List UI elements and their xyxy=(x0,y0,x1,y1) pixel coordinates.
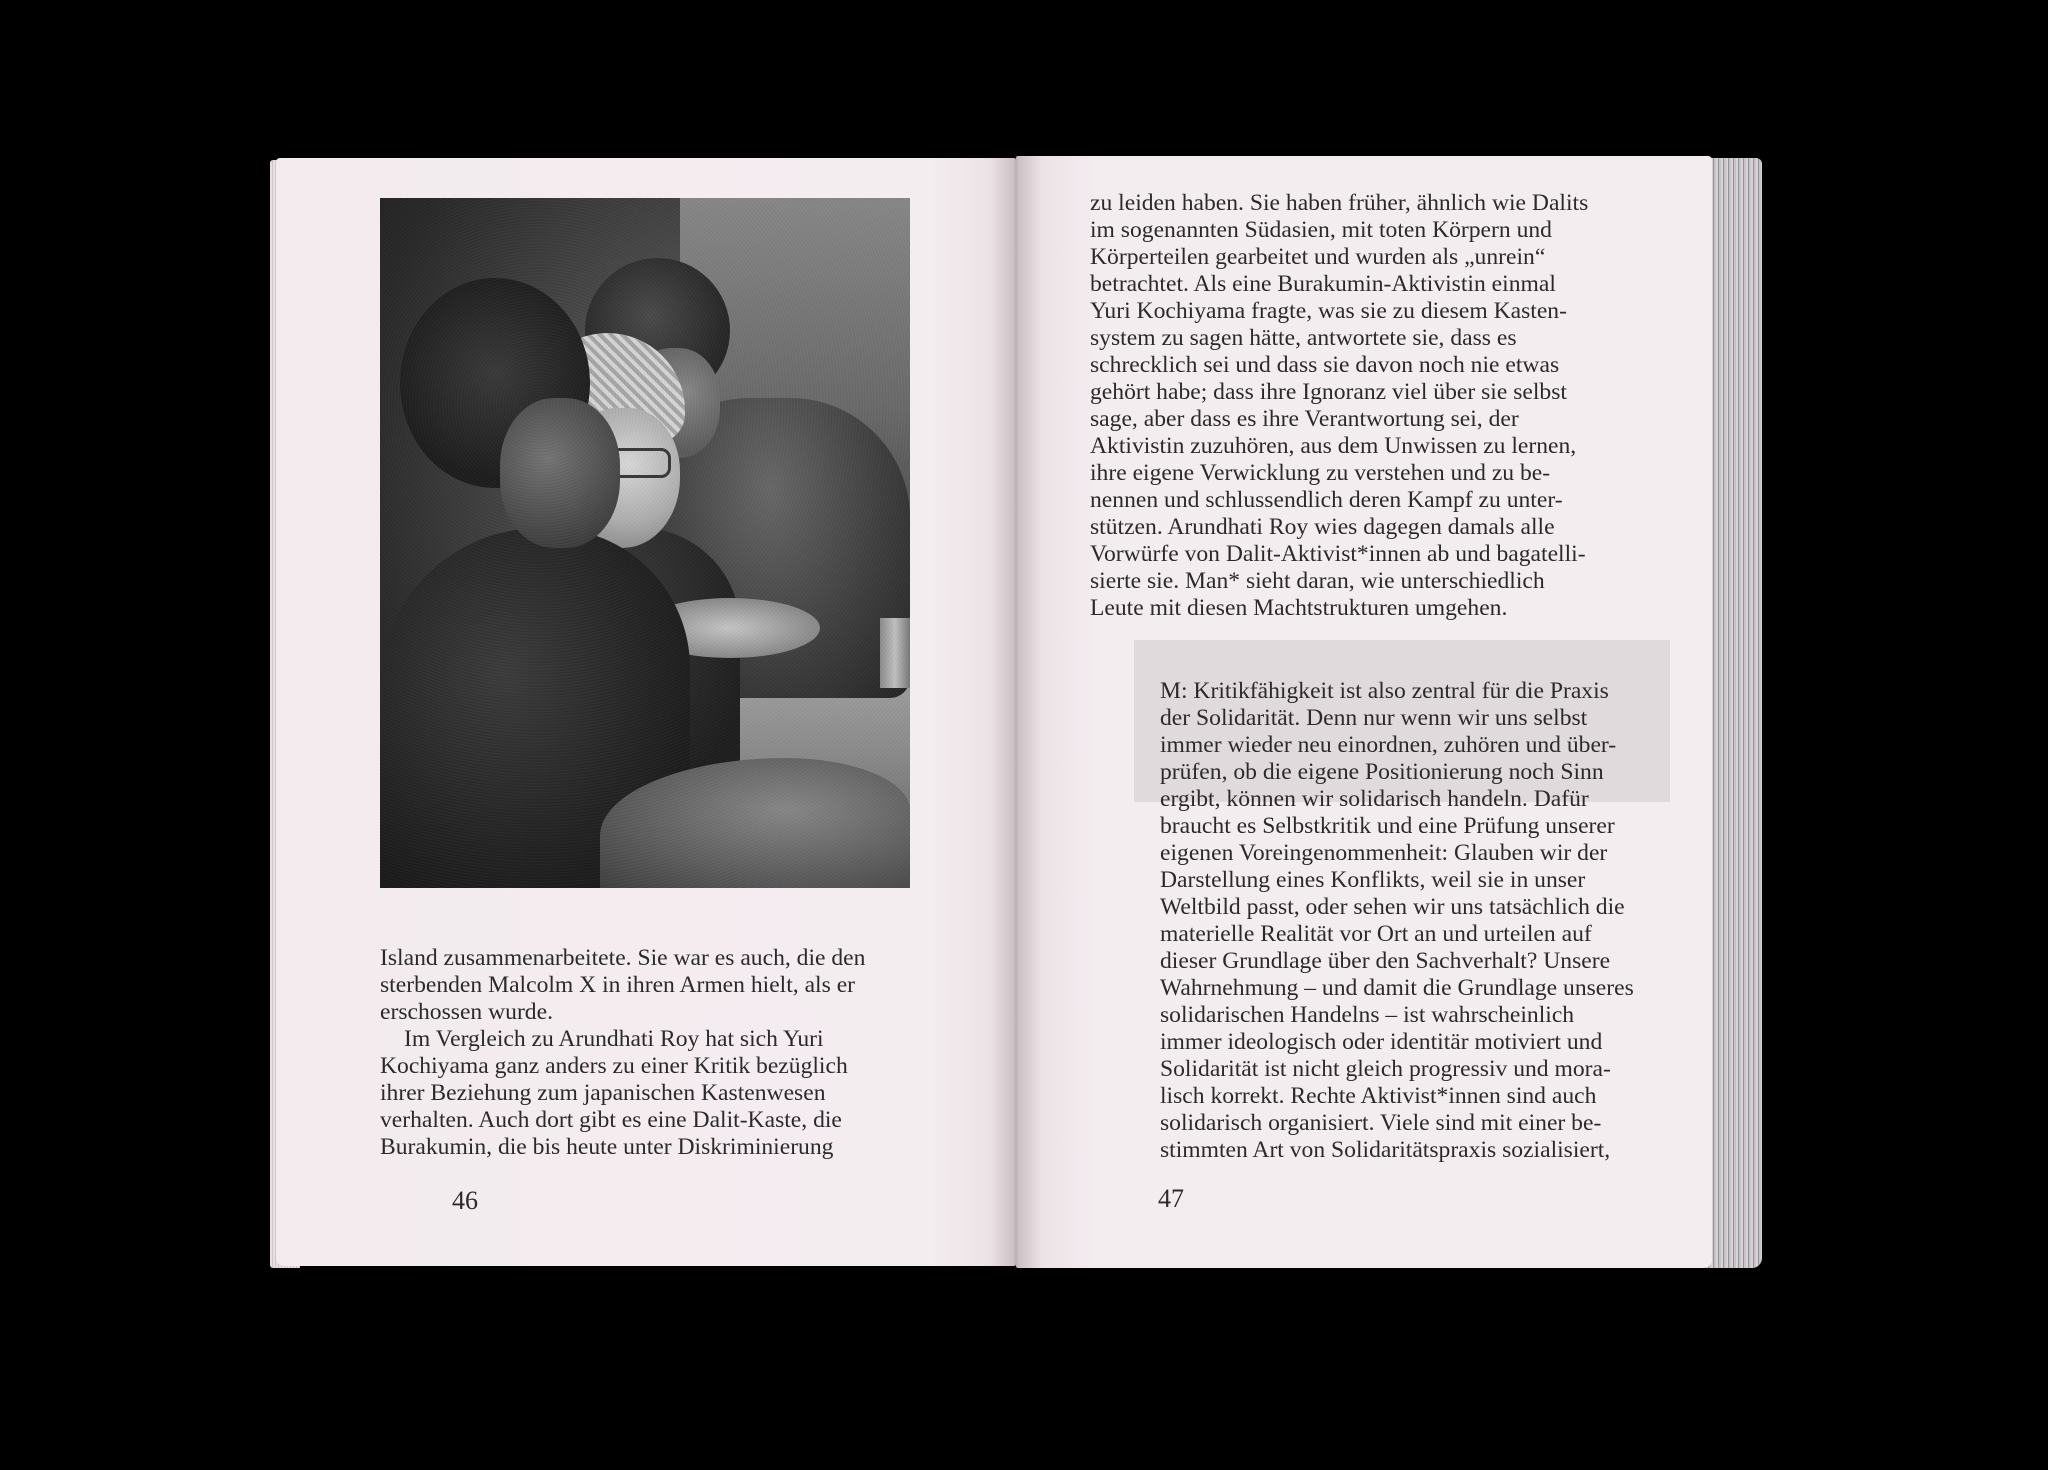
text-line: gehört habe; dass ihre Ignoranz viel über sie selbst xyxy=(1090,379,1567,405)
text-line: lisch korrekt. Rechte Aktivist*innen sind auch xyxy=(1160,1083,1597,1109)
page-number-left: 46 xyxy=(452,1186,478,1215)
text-line: betrachtet. Als eine Burakumin-Aktivistin einmal xyxy=(1090,271,1556,297)
text-line: eigenen Voreingenommenheit: Glauben wir der xyxy=(1160,840,1608,866)
text-line: Wahrnehmung – und damit die Grundlage unseres xyxy=(1160,975,1634,1001)
page-number-right: 47 xyxy=(1158,1184,1184,1213)
text-line: solidarischen Handelns – ist wahrscheinlich xyxy=(1160,1002,1575,1028)
text-line: prüfen, ob die eigene Positionierung noch Sinn xyxy=(1160,759,1604,785)
text-line: immer wieder neu einordnen, zuhören und über- xyxy=(1160,732,1617,758)
right-page-dialogue-text xyxy=(1160,678,1670,1164)
text-line: Solidarität ist nicht gleich progressiv und mora- xyxy=(1160,1056,1611,1082)
text-line: sterbenden Malcolm X in ihren Armen hielt, als er xyxy=(380,972,856,998)
text-line: Im Vergleich zu Arundhati Roy hat sich Yuri xyxy=(404,1026,824,1052)
text-line: Leute mit diesen Machtstrukturen umgehen. xyxy=(1090,595,1508,621)
text-line: sage, aber dass es ihre Verantwortung sei, der xyxy=(1090,406,1519,432)
text-line: ergibt, können wir solidarisch handeln. Dafür xyxy=(1160,786,1589,812)
text-line: stimmten Art von Solidaritätspraxis sozialisiert, xyxy=(1160,1137,1611,1163)
text-line: Darstellung eines Konflikts, weil sie in unser xyxy=(1160,867,1586,893)
text-line: immer ideologisch oder identitär motiviert und xyxy=(1160,1029,1603,1055)
text-line: zu leiden haben. Sie haben früher, ähnlich wie Dalits xyxy=(1090,190,1589,216)
text-line: Island zusammenarbeitete. Sie war es auch, die den xyxy=(380,945,866,971)
text-line: Burakumin, die bis heute unter Diskriminierung xyxy=(380,1134,834,1160)
text-line: stützen. Arundhati Roy wies dagegen damals alle xyxy=(1090,514,1555,540)
text-line: Weltbild passt, oder sehen wir uns tatsächlich die xyxy=(1160,894,1625,920)
text-line: solidarisch organisiert. Viele sind mit einer be- xyxy=(1160,1110,1602,1136)
text-line: nennen und schlussendlich deren Kampf zu unter- xyxy=(1090,487,1563,513)
text-line: verhalten. Auch dort gibt es eine Dalit-Kaste, die xyxy=(380,1107,842,1133)
text-line: braucht es Selbstkritik und eine Prüfung unserer xyxy=(1160,813,1615,839)
text-line: M: Kritikfähigkeit ist also zentral für die Praxis xyxy=(1160,678,1609,704)
text-line: sierte sie. Man* sieht daran, wie unterschiedlich xyxy=(1090,568,1545,594)
text-line: system zu sagen hätte, antwortete sie, dass es xyxy=(1090,325,1517,351)
text-line: erschossen wurde. xyxy=(380,999,553,1025)
black-and-white-photo xyxy=(380,198,910,888)
text-line: Körperteilen gearbeitet und wurden als „unrein“ xyxy=(1090,244,1546,270)
text-line: Kochiyama ganz anders zu einer Kritik bezüglich xyxy=(380,1053,848,1079)
text-line: im sogenannten Südasien, mit toten Körpern und xyxy=(1090,217,1552,243)
text-line: ihre eigene Verwicklung zu verstehen und zu be- xyxy=(1090,460,1551,486)
text-line: Yuri Kochiyama fragte, was sie zu diesem Kasten- xyxy=(1090,298,1567,324)
text-line: Aktivistin zuzuhören, aus dem Unwissen zu lernen, xyxy=(1090,433,1577,459)
left-page-body-text xyxy=(380,945,900,1161)
text-line: schrecklich sei und dass sie davon noch nie etwas xyxy=(1090,352,1560,378)
right-page-body-text xyxy=(1090,190,1630,622)
text-line: Vorwürfe von Dalit-Aktivist*innen ab und bagatelli- xyxy=(1090,541,1586,567)
text-line: der Solidarität. Denn nur wenn wir uns selbst xyxy=(1160,705,1588,731)
text-line: dieser Grundlage über den Sachverhalt? Unsere xyxy=(1160,948,1611,974)
right-page-edge-stack xyxy=(1706,158,1762,1268)
text-line: materielle Realität vor Ort an und urteilen auf xyxy=(1160,921,1592,947)
text-line: ihrer Beziehung zum japanischen Kastenwesen xyxy=(380,1080,826,1106)
